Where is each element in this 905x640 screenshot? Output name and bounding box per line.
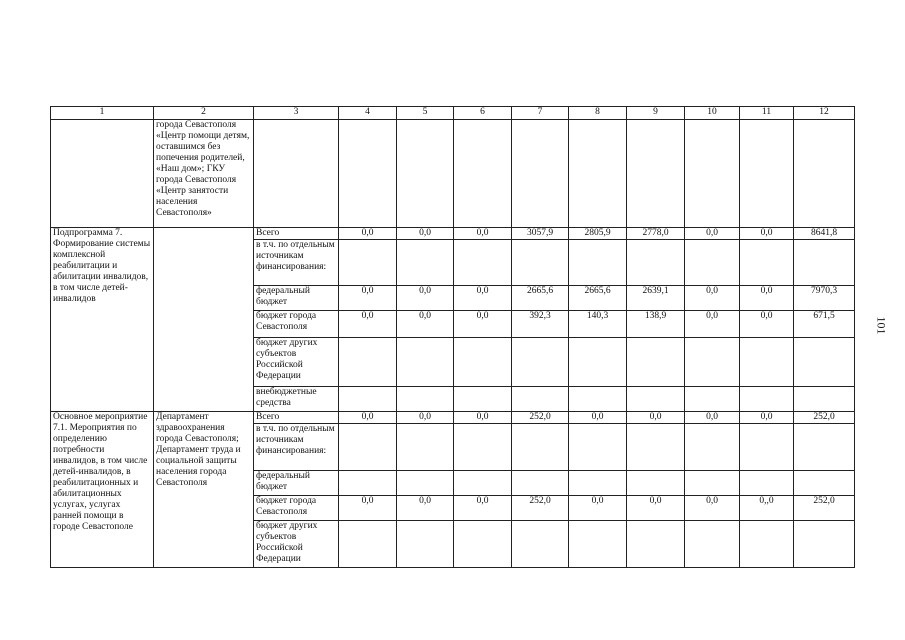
value-cell: [339, 240, 397, 286]
value-cell: [397, 471, 454, 496]
value-cell: [397, 387, 454, 412]
empty-cell: [794, 120, 855, 228]
table-row: [51, 228, 855, 240]
page-number: 101: [874, 316, 889, 335]
value-cell: [454, 521, 512, 568]
column-number-cell: 2: [154, 107, 254, 120]
value-cell: [339, 338, 397, 387]
value-cell: 0,0: [685, 412, 740, 424]
value-cell: 0,0: [397, 286, 454, 311]
value-cell: [685, 424, 740, 471]
value-cell: 252,0: [512, 412, 569, 424]
column-number-cell: 9: [627, 107, 685, 120]
value-cell: 8641,8: [794, 228, 855, 240]
column-number-cell: 12: [794, 107, 855, 120]
value-cell: [740, 521, 794, 568]
value-cell: 252,0: [794, 496, 855, 521]
value-cell: [627, 387, 685, 412]
value-cell: 2665,6: [569, 286, 627, 311]
funding-source-cell: бюджет других субъектов Российской Федерации: [254, 338, 339, 387]
value-cell: [794, 521, 855, 568]
value-cell: 140,3: [569, 311, 627, 338]
value-cell: 0,0: [339, 412, 397, 424]
value-cell: [627, 521, 685, 568]
value-cell: 0,0: [569, 496, 627, 521]
empty-cell: [339, 120, 397, 228]
value-cell: 7970,3: [794, 286, 855, 311]
value-cell: [512, 424, 569, 471]
value-cell: 0,0: [454, 286, 512, 311]
program-title-cell: [51, 120, 154, 228]
value-cell: 0,0: [339, 286, 397, 311]
value-cell: [339, 521, 397, 568]
value-cell: [569, 521, 627, 568]
column-number-cell: 6: [454, 107, 512, 120]
value-cell: 671,5: [794, 311, 855, 338]
value-cell: [794, 240, 855, 286]
responsible-cell: города Севастополя «Центр помощи детям, оставшимся без попечения родителей, «Наш дом»; ГКУ города Севастополя «Центр занятости населения Севастополя»: [154, 120, 254, 228]
table-row: [51, 412, 855, 424]
funding-source-cell: бюджет других субъектов Российской Федерации: [254, 521, 339, 568]
value-cell: [569, 424, 627, 471]
value-cell: [740, 424, 794, 471]
value-cell: [339, 424, 397, 471]
funding-source-cell: Всего: [254, 412, 339, 424]
funding-source-cell: федеральный бюджет: [254, 286, 339, 311]
column-number-cell: 7: [512, 107, 569, 120]
value-cell: 0,0: [740, 311, 794, 338]
value-cell: [740, 387, 794, 412]
value-cell: 0,0: [740, 286, 794, 311]
value-cell: 2778,0: [627, 228, 685, 240]
funding-source-cell: федеральный бюджет: [254, 471, 339, 496]
funding-source-cell: в т.ч. по отдельным источникам финансирования:: [254, 424, 339, 471]
value-cell: 0,,0: [740, 496, 794, 521]
empty-cell: [254, 120, 339, 228]
column-number-cell: 8: [569, 107, 627, 120]
empty-cell: [454, 120, 512, 228]
value-cell: 3057,9: [512, 228, 569, 240]
funding-source-cell: бюджет города Севастополя: [254, 311, 339, 338]
empty-cell: [397, 120, 454, 228]
empty-cell: [627, 120, 685, 228]
value-cell: [685, 521, 740, 568]
value-cell: 0,0: [740, 228, 794, 240]
empty-cell: [740, 120, 794, 228]
value-cell: 0,0: [685, 228, 740, 240]
responsible-cell: Департамент здравоохранения города Севастополя; Департамент труда и социальной защиты населения города Севастополя: [154, 412, 254, 568]
value-cell: [397, 240, 454, 286]
empty-cell: [569, 120, 627, 228]
value-cell: [685, 338, 740, 387]
value-cell: [569, 471, 627, 496]
value-cell: [512, 471, 569, 496]
value-cell: 2805,9: [569, 228, 627, 240]
value-cell: [794, 338, 855, 387]
value-cell: 0,0: [569, 412, 627, 424]
value-cell: 0,0: [339, 496, 397, 521]
budget-table: [50, 106, 855, 568]
funding-source-cell: бюджет города Севастополя: [254, 496, 339, 521]
value-cell: 0,0: [685, 311, 740, 338]
value-cell: 0,0: [454, 412, 512, 424]
value-cell: [627, 240, 685, 286]
value-cell: [685, 387, 740, 412]
value-cell: 0,0: [454, 311, 512, 338]
value-cell: 252,0: [512, 496, 569, 521]
value-cell: 0,0: [454, 496, 512, 521]
funding-source-cell: Всего: [254, 228, 339, 240]
value-cell: [512, 387, 569, 412]
column-number-cell: 10: [685, 107, 740, 120]
value-cell: 2639,1: [627, 286, 685, 311]
value-cell: 392,3: [512, 311, 569, 338]
funding-source-cell: в т.ч. по отдельным источникам финансирования:: [254, 240, 339, 286]
funding-source-cell: внебюджетные средства: [254, 387, 339, 412]
value-cell: [569, 338, 627, 387]
value-cell: 0,0: [740, 412, 794, 424]
value-cell: [740, 240, 794, 286]
value-cell: [569, 240, 627, 286]
value-cell: [454, 240, 512, 286]
value-cell: [454, 338, 512, 387]
column-number-cell: 3: [254, 107, 339, 120]
value-cell: 0,0: [627, 496, 685, 521]
value-cell: 2665,6: [512, 286, 569, 311]
value-cell: 0,0: [627, 412, 685, 424]
value-cell: [397, 521, 454, 568]
value-cell: 0,0: [397, 496, 454, 521]
value-cell: [794, 387, 855, 412]
value-cell: [740, 471, 794, 496]
value-cell: 0,0: [685, 286, 740, 311]
value-cell: [512, 521, 569, 568]
value-cell: 0,0: [397, 311, 454, 338]
empty-cell: [512, 120, 569, 228]
value-cell: [454, 471, 512, 496]
value-cell: [569, 387, 627, 412]
value-cell: [397, 338, 454, 387]
column-number-cell: 4: [339, 107, 397, 120]
value-cell: 0,0: [397, 228, 454, 240]
empty-cell: [685, 120, 740, 228]
value-cell: [454, 424, 512, 471]
value-cell: 252,0: [794, 412, 855, 424]
value-cell: [627, 338, 685, 387]
value-cell: 0,0: [339, 228, 397, 240]
value-cell: 138,9: [627, 311, 685, 338]
value-cell: [627, 424, 685, 471]
value-cell: [685, 240, 740, 286]
table-row: [51, 120, 855, 228]
value-cell: [339, 387, 397, 412]
value-cell: 0,0: [454, 228, 512, 240]
value-cell: 0,0: [685, 496, 740, 521]
value-cell: [740, 338, 794, 387]
value-cell: [512, 338, 569, 387]
column-number-cell: 5: [397, 107, 454, 120]
value-cell: [685, 471, 740, 496]
value-cell: [397, 424, 454, 471]
program-title-cell: Основное мероприятие 7.1. Мероприятия по определению потребности инвалидов, в том числе детей-инвалидов, в реабилитационных и абилитационных услугах, услугах ранней помощи в городе Севастополе: [51, 412, 154, 568]
program-title-cell: Подпрограмма 7. Формирование системы комплексной реабилитации и абилитации инвалидов, в том числе детей-инвалидов: [51, 228, 154, 412]
column-number-cell: 11: [740, 107, 794, 120]
column-number-row: [51, 107, 855, 120]
value-cell: [794, 424, 855, 471]
value-cell: [454, 387, 512, 412]
responsible-cell: [154, 228, 254, 412]
value-cell: 0,0: [339, 311, 397, 338]
value-cell: [794, 471, 855, 496]
column-number-cell: 1: [51, 107, 154, 120]
value-cell: 0,0: [397, 412, 454, 424]
value-cell: [512, 240, 569, 286]
value-cell: [627, 471, 685, 496]
value-cell: [339, 471, 397, 496]
